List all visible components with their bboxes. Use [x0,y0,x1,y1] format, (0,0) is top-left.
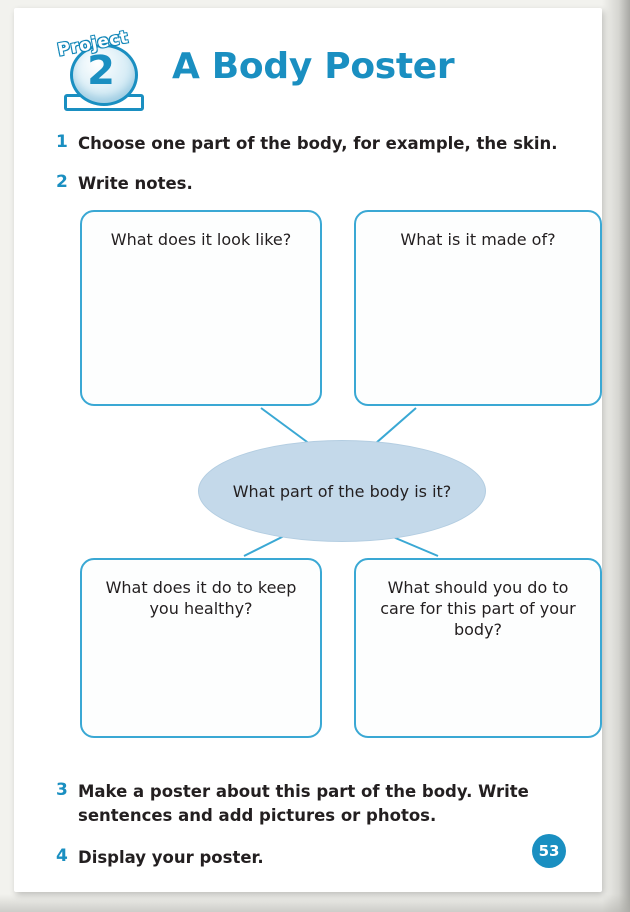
note-box-care-for[interactable] [354,558,602,738]
project-badge [54,27,152,108]
badge-ribbon-label: Project [55,27,131,61]
step-text: Write notes. [78,174,193,193]
step-number: 4 [56,846,68,866]
note-box-label: What is it made of? [400,230,556,249]
step-item [56,132,576,156]
step-text: Choose one part of the body, for example, the skin. [78,134,558,153]
page-bottom-shadow [0,894,630,912]
note-box-label: What does it look like? [110,230,292,249]
step-text: Make a poster about this part of the body. Write sentences and add pictures or photos. [78,782,529,825]
center-ellipse[interactable] [198,440,486,542]
note-box-look-like[interactable] [80,210,322,406]
step-number: 2 [56,172,68,192]
page-header [54,27,574,110]
step-item [56,172,576,196]
step-item [56,846,576,870]
page-number-badge: 53 [532,834,566,868]
page-title: A Body Poster [172,46,455,87]
note-box-keep-healthy[interactable] [80,558,322,738]
badge-number: 2 [87,48,115,94]
page-sheet [14,8,602,892]
note-box-label: What should you do to care for this part of your body? [380,578,576,639]
step-item [56,780,576,828]
step-number: 1 [56,132,68,152]
note-box-label: What does it do to keep you healthy? [105,578,297,618]
page-right-shadow [602,0,630,912]
note-box-made-of[interactable] [354,210,602,406]
mind-map-diagram [56,204,602,772]
step-number: 3 [56,780,68,800]
center-ellipse-label: What part of the body is it? [232,481,452,501]
step-text: Display your poster. [78,848,264,867]
